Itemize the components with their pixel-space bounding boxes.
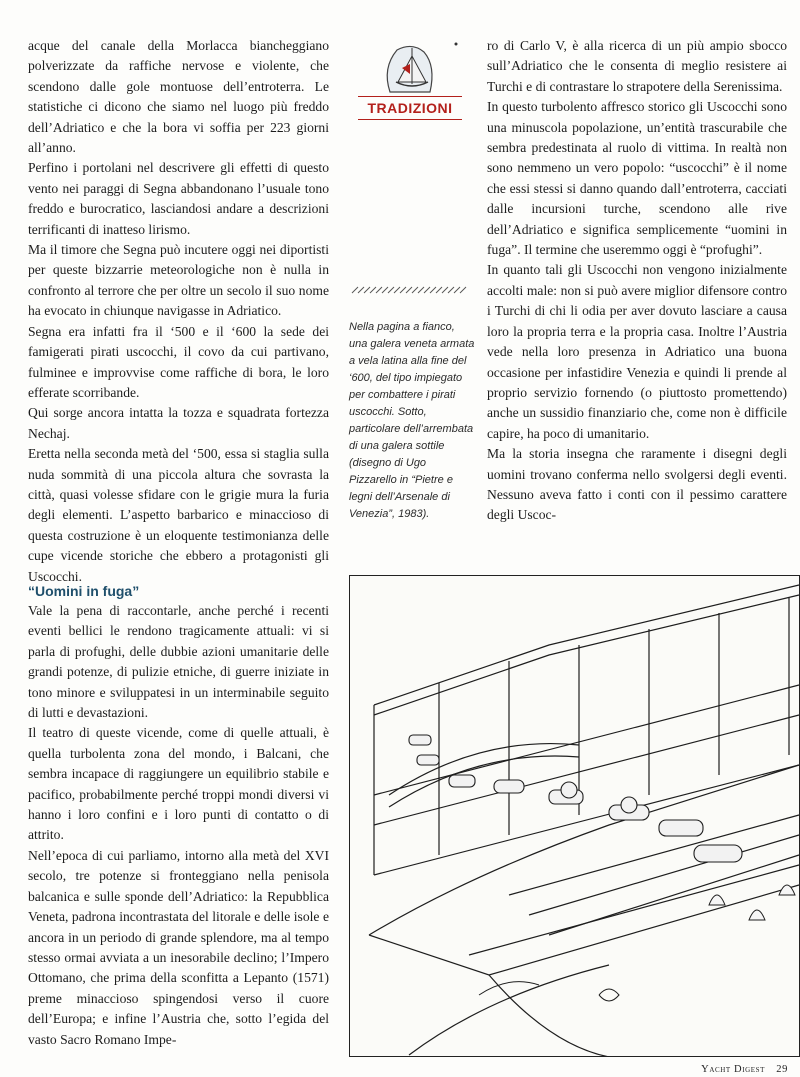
paragraph: In questo turbolento affresco storico gli Uscocchi sono una minuscola popolazione, un’entità trascurabile che sembra predestinata al ruolo di vittima. In realtà non sono nemmeno un vero popolo: “uscocchi” è il nome che essi stessi si danno quando dall’entroterra, cacciati dalle incursioni turche, scendono alle rive dell’Adriatico e significa semplicemente “uomini in fuga”. Il termine che useremmo oggi è “profughi”. bbox=[487, 99, 787, 258]
paragraph: Segna era infatti fra il ‘500 e il ‘600 la sede dei famigerati pirati uscocchi, il covo da cui partivano, fulminee e improvvise come raffiche di bora, le loro efferate scorribande. bbox=[28, 323, 329, 400]
paragraph: Qui sorge ancora intatta la tozza e squadrata fortezza Nechaj. bbox=[28, 405, 329, 441]
paragraph: Eretta nella seconda metà del ‘500, essa si staglia sulla nuda sommità di una piccola altura che sovrasta la città, quasi volesse sfidare con le grigie mura la furia degli elementi. L’aspetto barbarico e minaccioso di questa costruzione è un eloquente testimonianza delle cupe vicende storiche che ebbero a protagonisti gli Uscocchi. bbox=[28, 446, 329, 584]
paragraph: Ma il timore che Segna può incutere oggi nei diportisti per queste bizzarrie meteorologiche non è nulla in confronto al terrore che per oltre un secolo il suo nome ha evocato in chiunque navigasse in Adriatico. bbox=[28, 242, 329, 319]
galley-illustration bbox=[349, 575, 800, 1057]
paragraph: acque del canale della Morlacca biancheggiano polverizzate da raffiche nervose e violente, che scendono dalle gole montuose dell’entroterra. Le statistiche ci dicono che siamo nel luogo più freddo dell’Adriatico e che la bora vi soffia per 223 giorni all’anno. bbox=[28, 38, 329, 156]
article-column-left-bottom bbox=[28, 581, 329, 1050]
paragraph: Perfino i portolani nel descrivere gli effetti di questo vento nei paraggi di Segna abbandonano l’usuale tono freddo e burocratico, lasciandosi andare a descrizioni terrificanti di inatteso lirismo. bbox=[28, 160, 329, 237]
section-emblem bbox=[352, 38, 472, 118]
paragraph: Ma la storia insegna che raramente i disegni degli uomini trovano conferma nello svolgersi degli eventi. Nessuno aveva fatto i conti con il pessimo carattere degli Uscoc- bbox=[487, 446, 787, 523]
paragraph: Il teatro di queste vicende, come di quelle attuali, è quella turbolenta zona del mondo, i Balcani, che sembra incapace di raggiungere un equilibrio stabile e pacifico, probabilmente perché troppi mondi diversi vi hanno i loro confini e i loro punti di contatto o di attrito. bbox=[28, 725, 329, 843]
page-footer bbox=[701, 1064, 788, 1075]
section-label: TRADIZIONI bbox=[358, 96, 462, 120]
paragraph: In quanto tali gli Uscocchi non vengono inizialmente accolti male: non si può avere miglior difensore contro i Turchi di chi li odia per aver dovuto lasciare a causa loro la propria terra e la propria casa. Inoltre l’Austria vede nella loro presenza in Adriatico una buona occasione per infastidire Venezia e quindi li prende al proprio servizio fornendo (o piuttosto promettendo) anche un sussidio finanziario che, come non è difficile capire, ha poco di umanitario. bbox=[487, 262, 787, 441]
section-subheading: “Uomini in fuga” bbox=[28, 583, 140, 599]
paragraph: ro di Carlo V, è alla ricerca di un più ampio sbocco sull’Adriatico che le consenta di meglio resistere ai Turchi e di contrastare lo strapotere della Serenissima. bbox=[487, 38, 787, 94]
paragraph: Vale la pena di raccontarle, anche perché i recenti eventi bellici le rendono tragicamente attuali: vi si parla di profughi, delle dubbie azioni umanitarie delle grandi potenze, di pulizie etniche, di guerre iniziate in tono minore e sviluppatesi in un interminabile seguito di lutti e devastazioni. bbox=[28, 603, 329, 721]
page-number: 29 bbox=[776, 1064, 788, 1075]
magazine-name: Yacht Digest bbox=[701, 1064, 766, 1075]
article-column-left-top bbox=[28, 36, 329, 587]
caption-divider bbox=[350, 286, 472, 294]
image-caption: Nella pagina a fianco, una galera veneta armata a vela latina alla fine del ‘600, del tipo impiegato per combattere i pirati uscocchi. Sotto, particolare dell’arrembata di una galera sottile (disegno di Ugo Pizzarello in “Pietre e legni dell’Arsenale di Venezia”, 1983). bbox=[349, 321, 475, 520]
article-column-right bbox=[487, 36, 787, 526]
paragraph: Nell’epoca di cui parliamo, intorno alla metà del XVI secolo, tre potenze si fronteggiano nella penisola balcanica e sulle sponde dell’Adriatico: la Repubblica Veneta, padrona incontrastata del litorale e delle isole e ancora in un periodo di grande splendore, ma al tempo stesso ormai avviata a un inesorabile declino; l’Impero Ottomano, che prima della sconfitta a Lepanto (1571) preme minaccioso spingendosi verso il cuore dell’Europa; e infine l’Austria che, sotto l’egida del vasto Sacro Romano Impe- bbox=[28, 847, 329, 1047]
tradizioni-emblem-icon bbox=[352, 38, 472, 98]
